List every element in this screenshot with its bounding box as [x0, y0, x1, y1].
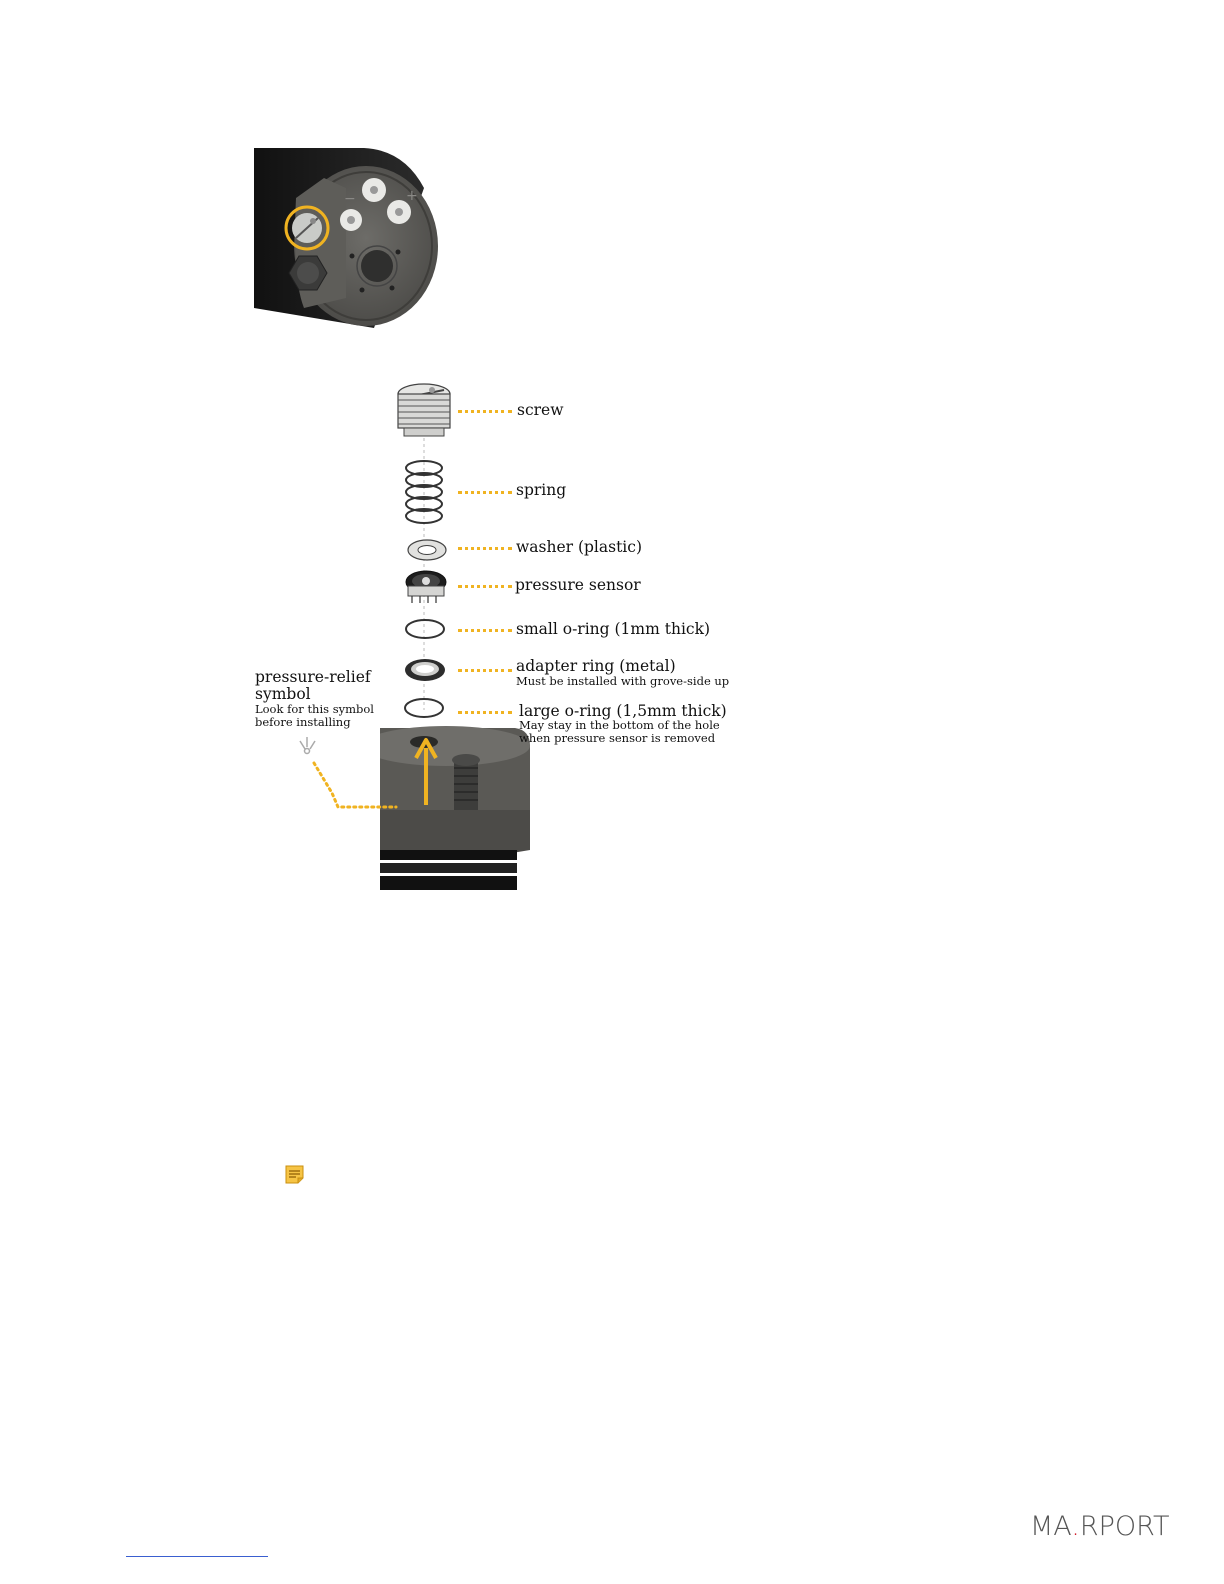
adapter-ring-note: Must be installed with grove-side up: [516, 674, 730, 688]
large-o-ring-leader: [458, 711, 512, 714]
adapter-ring-leader: [458, 669, 512, 672]
small-o-ring-label: small o-ring (1mm thick): [516, 620, 711, 638]
note-icon: [285, 1165, 305, 1185]
adapter-ring-label: adapter ring (metal): [516, 657, 676, 675]
marport-logo: MA.RPORT: [1030, 1511, 1170, 1542]
spring-leader: [458, 491, 512, 494]
sensor-housing: [380, 726, 530, 890]
screw-label: screw: [517, 401, 564, 419]
relief-note-line2: before installing: [255, 715, 351, 729]
footer-link[interactable]: [126, 1556, 268, 1557]
washer-label: washer (plastic): [516, 538, 642, 556]
svg-text:+: +: [406, 188, 418, 204]
adapter-ring-part: [405, 659, 445, 681]
svg-text:−: −: [344, 191, 356, 207]
relief-title-line2: symbol: [255, 685, 311, 703]
large-o-ring-note: May stay in the bottom of the hole when pressure sensor is removed: [519, 718, 720, 745]
pressure-relief-leader: [290, 735, 400, 815]
screw-leader: [458, 410, 512, 413]
pressure-sensor-leader: [458, 585, 512, 588]
small-o-ring-part: [406, 620, 444, 638]
pressure-sensor-label: pressure sensor: [515, 576, 641, 594]
large-o-ring-label: large o-ring (1,5mm thick): [519, 702, 727, 720]
relief-note-line1: Look for this symbol: [255, 702, 374, 716]
sensor-endcap-photo: [254, 148, 438, 328]
pressure-relief-symbol-icon: [300, 737, 315, 754]
relief-title-line1: pressure-relief: [255, 668, 371, 686]
pressure-sensor-part: [406, 571, 446, 603]
screw-part: [398, 384, 450, 436]
spring-label: spring: [516, 481, 567, 499]
small-o-ring-leader: [458, 629, 512, 632]
washer-leader: [458, 547, 512, 550]
washer-part: [408, 540, 446, 560]
